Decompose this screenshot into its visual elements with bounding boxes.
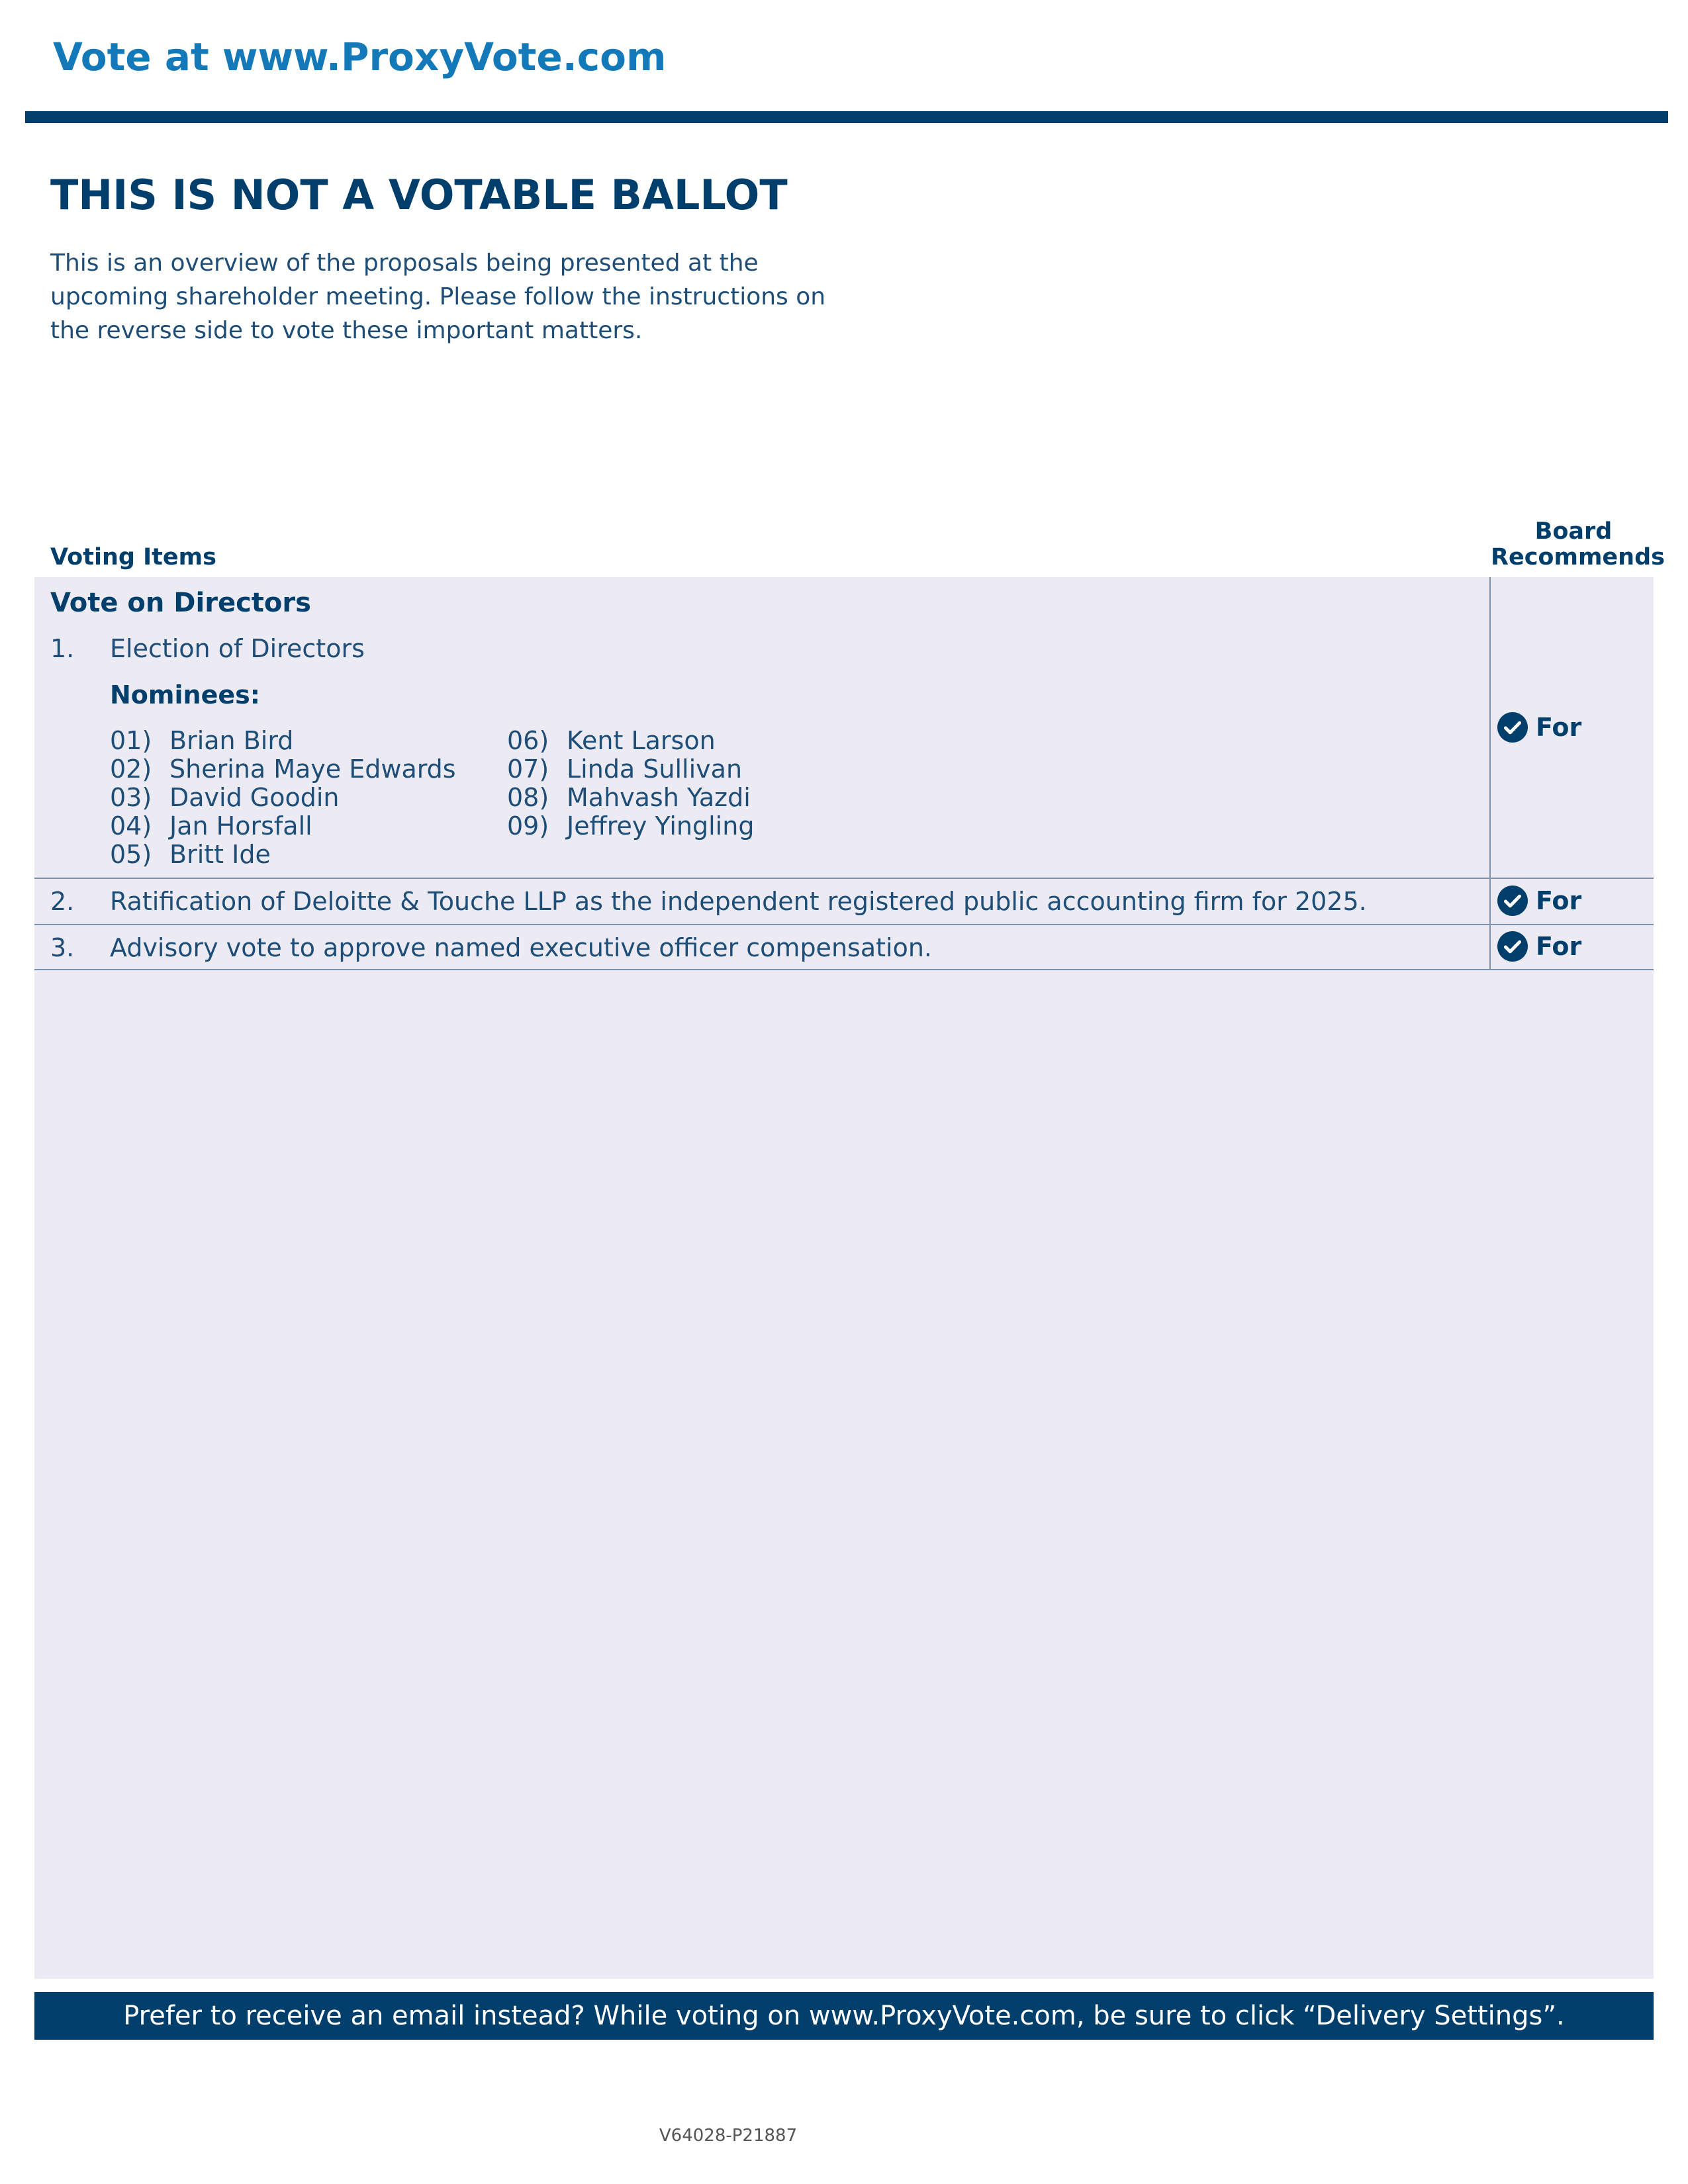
recommendation-label: For (1536, 713, 1582, 742)
board-recommends-line1: Board (1534, 518, 1613, 545)
intro-text: This is an overview of the proposals being presented at the upcoming shareholder meeting. Please follow the instructions on the reverse side to vote these important matters. (50, 250, 826, 344)
nominee-name: Sherina Maye Edwards (169, 754, 456, 784)
recommendation-label: For (1536, 886, 1582, 915)
nominee-code: 03) (110, 783, 152, 812)
nominee-code: 09) (507, 811, 549, 841)
nominee (507, 812, 754, 841)
board-recommendation (1497, 886, 1581, 916)
nominee-name: Jan Horsfall (169, 811, 312, 841)
item-number: 3. (50, 933, 75, 962)
nominee-code: 06) (507, 726, 549, 755)
nominee (110, 841, 456, 869)
item-number: 2. (50, 887, 75, 916)
nominee (507, 755, 754, 784)
check-circle-icon (1497, 712, 1528, 743)
section-title: Vote on Directors (50, 588, 311, 618)
item-text: Ratification of Deloitte & Touche LLP as the independent registered public accounting firm for 2025. (110, 887, 1367, 916)
nominee-name: Britt Ide (169, 840, 271, 869)
board-recommends-header (1491, 518, 1665, 570)
nominees-label: Nominees: (110, 680, 260, 709)
nominee-code: 05) (110, 840, 152, 869)
nominee-name: Brian Bird (169, 726, 294, 755)
board-recommendation (1497, 931, 1581, 962)
nominee (110, 727, 456, 755)
nominee-name: Mahvash Yazdi (567, 783, 751, 812)
check-circle-icon (1497, 931, 1528, 962)
email-preference-banner: Prefer to receive an email instead? While voting on www.ProxyVote.com, be sure to click “Delivery Settings”. (34, 1992, 1654, 2040)
recommendation-label: For (1536, 932, 1582, 961)
document-code: V64028-P21887 (659, 2126, 798, 2146)
nominee-code: 02) (110, 754, 152, 784)
nominee (110, 755, 456, 784)
nominee-name: Kent Larson (567, 726, 716, 755)
nominee (110, 812, 456, 841)
voting-items-header: Voting Items (50, 544, 216, 570)
nominee (507, 727, 754, 755)
vote-at-heading: Vote at www.ProxyVote.com (53, 34, 667, 79)
column-divider (1489, 577, 1491, 969)
check-circle-icon (1497, 886, 1528, 916)
nominee-code: 08) (507, 783, 549, 812)
top-divider (25, 111, 1668, 123)
nominee-name: Jeffrey Yingling (567, 811, 755, 841)
nominee (507, 784, 754, 812)
item-number: 1. (50, 634, 75, 663)
nominee-code: 04) (110, 811, 152, 841)
nominees-column-right (507, 727, 754, 841)
nominee-name: David Goodin (169, 783, 340, 812)
nominee (110, 784, 456, 812)
row-divider (34, 969, 1654, 970)
row-divider (34, 924, 1654, 925)
board-recommends-line2: Recommends (1491, 544, 1665, 570)
nominee-name: Linda Sullivan (567, 754, 743, 784)
item-text: Advisory vote to approve named executive officer compensation. (110, 933, 932, 962)
board-recommendation (1497, 712, 1581, 743)
nominees-column-left (110, 727, 456, 869)
item-text: Election of Directors (110, 634, 365, 663)
nominee-code: 01) (110, 726, 152, 755)
nominee-code: 07) (507, 754, 549, 784)
row-divider (34, 878, 1654, 879)
page-title: THIS IS NOT A VOTABLE BALLOT (50, 171, 788, 219)
